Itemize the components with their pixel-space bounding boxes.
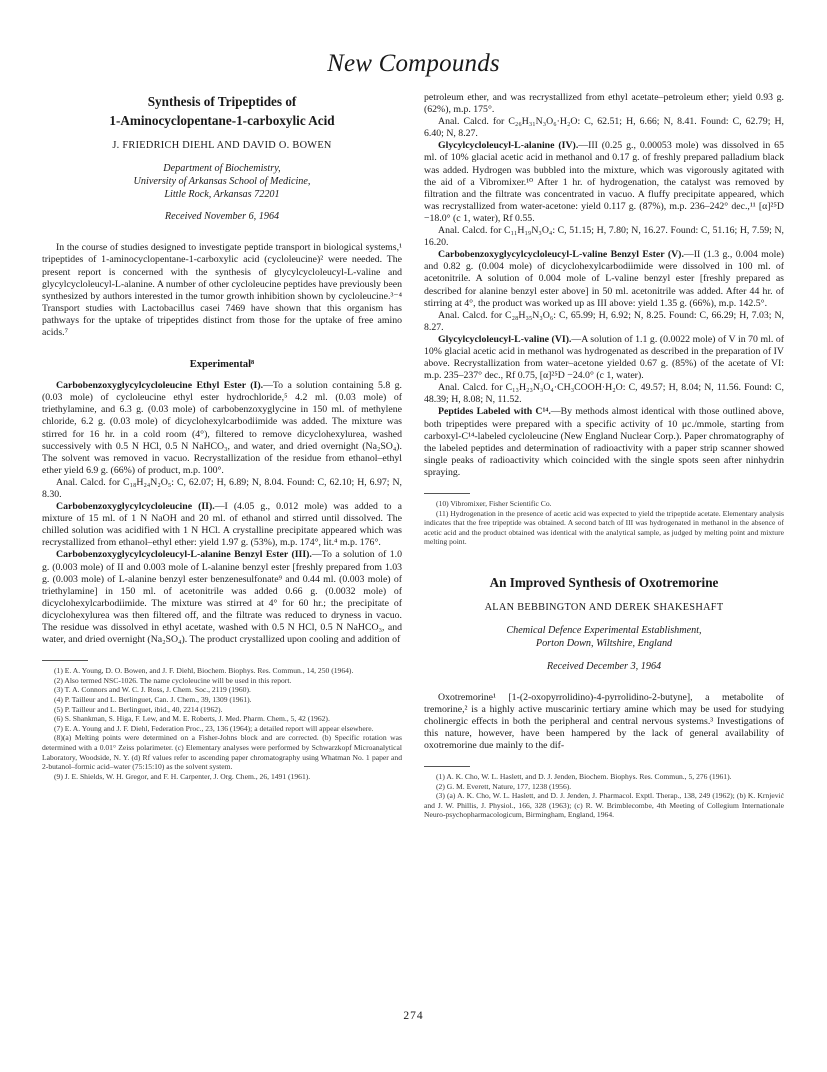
footnote-divider xyxy=(42,660,88,661)
procedure-text: —By methods almost identical with those outlined above, both tripeptides were prepared with a specific activity of 10 μc./mmole, starting from carboxyl-C¹⁴-labeled cycloleucine (New England Nuclear Corp.). Paper chromatography of the labeled peptides and determination of radioactivity with a paper strip scanner showed single peaks of radioactivity which coincided with the single spots seen after ninhydrin spraying. xyxy=(424,406,784,478)
article2-location: Porton Down, Wiltshire, England xyxy=(535,637,673,649)
procedure-paragraph xyxy=(424,406,784,479)
footnote: (5) P. Tailleur and L. Berlinguet, ibid., 40, 2214 (1962). xyxy=(54,704,223,714)
procedure-text: —I (4.05 g., 0.012 mole) was added to a mixture of 15 ml. of 1 N NaOH and 20 ml. of ethanol and stirred until dissolved. The chilled solution was acidified with 1 N HCl. A crystalline precipitate appeared which was recrystallized from ethanol–ethyl ether: yield 1.97 g. (53%), m.p. 174°, lit.⁴ m.p. 176°. xyxy=(42,501,402,549)
footnote: (10) Vibromixer, Fisher Scientific Co. xyxy=(436,499,552,508)
article-title-line1: Synthesis of Tripeptides of xyxy=(147,94,297,109)
footnotes-left xyxy=(42,666,402,781)
compound-name: Glycylcycloleucyl-L-alanine (IV). xyxy=(438,140,579,152)
footnote: (9) J. E. Shields, W. H. Gregor, and F. H. Carpenter, J. Org. Chem., 26, 1491 (1961). xyxy=(54,771,311,781)
footnote: (4) P. Tailleur and L. Berlinguet, Can. J. Chem., 39, 1309 (1961). xyxy=(54,694,252,704)
affiliation-school: University of Arkansas School of Medicine, xyxy=(133,175,311,187)
affiliation-dept: Department of Biochemistry, xyxy=(163,163,281,174)
footnote: (2) G. M. Everett, Nature, 177, 1238 (1956). xyxy=(436,781,572,791)
footnote: (3) T. A. Connors and W. C. J. Ross, J. Chem. Soc., 2119 (1960). xyxy=(54,685,251,695)
compound-name: Carbobenzoxyglycylcycloleucyl-L-alanine Benzyl Ester (III). xyxy=(56,549,312,561)
footnote: (1) E. A. Young, D. O. Bowen, and J. F. Diehl, Biochem. Biophys. Res. Commun., 14, 250 (1964). xyxy=(54,666,354,676)
received-date: Received November 6, 1964 xyxy=(164,211,280,223)
article2-title: An Improved Synthesis of Oxotremorine xyxy=(489,574,719,590)
footnote-divider xyxy=(424,493,470,494)
procedure-paragraph xyxy=(42,501,402,549)
procedure-paragraph xyxy=(424,334,784,382)
footnotes-right xyxy=(424,499,784,547)
affiliation-city: Little Rock, Arkansas 72201 xyxy=(164,188,280,200)
analysis-line: Anal. Calcd. for C₂₆H₃₁N₃O₆·H₂O: C, 62.51; H, 6.66; N, 8.41. Found: C, 62.79; H, 6.40; N, 8.27. xyxy=(424,116,784,140)
article-authors: J. FRIEDRICH DIEHL AND DAVID O. BOWEN xyxy=(112,140,332,151)
article-title-line2: 1-Aminocyclopentane-1-carboxylic Acid xyxy=(109,113,335,128)
compound-name: Carbobenzoxyglycylcycloleucine Ethyl Ester (I). xyxy=(56,380,264,392)
continued-text: petroleum ether, and was recrystallized from ethyl acetate–petroleum ether; yield 0.93 g. (62%), m.p. 175°. xyxy=(424,92,784,116)
footnotes-article2 xyxy=(424,772,784,820)
footnote: (7) E. A. Young and J. F. Diehl, Federation Proc., 23, 136 (1964); a detailed report will appear elsewhere. xyxy=(54,723,374,733)
footnote: (11) Hydrogenation in the presence of acetic acid was expected to yield the tripeptide acetate. Elementary analysis indicates that the free tripeptide was obtained. A second batch of III was hydrogenated in methanol in the absence of acetic acid and the product obtained was identical with the analytical sample, as judged by melting point and mixture melting point. xyxy=(424,508,784,547)
analysis-line: Anal. Calcd. for C₁₁H₁₉N₃O₄: C, 51.15; H, 7.80; N, 16.27. Found: C, 51.16; H, 7.59; N, 16.20. xyxy=(424,225,784,249)
compound-name: Carbobenzoxyglycylcycloleucyl-L-valine Benzyl Ester (V). xyxy=(438,249,684,261)
footnote: (3) (a) A. K. Cho, W. L. Haslett, and D. J. Jenden, J. Pharmacol. Exptl. Therap., 138, 249 (1962); (b) K. Krnjević and J. W. Phillis, J. Physiol., 166, 328 (1963); (c) R. W. Brimblecombe, 4th Meeting of Collegium Internationale Neuro-psychopharmacologicum, Birmingham, England, 1964. xyxy=(424,791,784,820)
footnote: (8)(a) Melting points were determined on a Fisher-Johns block and are corrected. (b) Specific rotation was determined with a 0.01° Zeiss polarimeter. (c) Elementary analyses were performed by Schwarzkopf Microanalytical Laboratory, Woodside, N. Y. (d) Rf values refer to ascending paper chromatography using Whatman No. 1 paper and 2-butanol–formic acid–water (75:15:10) as the solvent system. xyxy=(42,733,402,772)
analysis-line: Anal. Calcd. for C₁₃H₂₃N₃O₄·CH₃COOH·H₂O: C, 49.57; H, 8.04; N, 11.56. Found: C, 48.39; H, 8.08; N, 11.52. xyxy=(424,382,784,406)
page-header: New Compounds xyxy=(327,50,500,77)
procedure-text: —A solution of 1.1 g. (0.0022 mole) of V in 70 ml. of 10% glacial acetic acid in methanol was hydrogenated as described in the preparation of IV above. Recrystallization from water–acetone yielded 0.67 g. (85%) of the acetate of VI: m.p. 235–237° dec., Rf 0.75, [α]²⁵D −24.0° (c 1, water). xyxy=(424,333,784,382)
compound-name: Glycylcycloleucyl-L-valine (VI). xyxy=(438,333,572,345)
procedure-text: —To a solution containing 5.8 g. (0.03 mole) of cycloleucine ethyl ester hydrochloride,⁵ 4.2 ml. (0.03 mole) of triethylamine, and 6.3 g. (0.03 mole) of carbobenzoxyglycine in 150 ml. of methylene chloride, 6.2 g. (0.03 mole) of dicyclohexylcarbodiimide was added. The mixture was stirred for 16 hr. in a cold room (4°), filtered to remove dicyclohexylurea, washed successively with 0.5 N HCl, 0.5 N NaHCO₃, and water, and dried overnight (Na₂SO₄). The solvent was removed in vacuo. Recrystallization of the residue from ethanol–ethyl ether yield 6.9 g. (66%) of product, m.p. 100°. xyxy=(42,380,402,476)
article2-authors: ALAN BEBBINGTON AND DEREK SHAKESHAFT xyxy=(484,601,724,613)
procedure-paragraph xyxy=(424,249,784,309)
procedure-text: —III (0.25 g., 0.00053 mole) was dissolved in 65 ml. of 10% glacial acetic acid in methanol and 0.17 g. of freshly prepared palladium black was added. Hydrogen was bubbled into the mixture, which was vigorously agitated with the aid of a Vibromixer.¹⁰ After 1 hr. of hydrogenation, the catalyst was removed by filtration and the filtrate was concentrated in vacuo. A fluffy precipitate appeared, which was recrystallized from water-acetone: yield 0.117 g. (87%), m.p. 236–242° dec.,¹¹ [α]²⁵D −18.0° (c 1, water), Rf 0.55. xyxy=(424,140,784,224)
experimental-heading: Experimental⁸ xyxy=(189,359,255,371)
left-column xyxy=(42,92,402,781)
analysis-line: Anal. Calcd. for C₂₈H₃₅N₃O₆: C, 65.99; H, 6.92; N, 8.25. Found: C, 66.29; H, 7.03; N, 8.27. xyxy=(424,309,784,333)
footnote: (6) S. Shankman, S. Higa, F. Lew, and M. E. Roberts, J. Med. Pharm. Chem., 5, 42 (1962). xyxy=(54,714,330,724)
compound-name: Carbobenzoxyglycylcycloleucine (II). xyxy=(56,501,215,513)
footnote-divider xyxy=(424,766,470,767)
page-number: 274 xyxy=(403,1010,424,1022)
procedure-paragraph xyxy=(42,380,402,477)
procedure-paragraph xyxy=(424,140,784,225)
procedure-text: —To a solution of 1.0 g. (0.003 mole) of II and 0.003 mole of L-alanine benzyl ester [freshly prepared from 1.03 g. (0.003 mole) of L-alanine benzyl ester benzenesulfonate⁹ and 0.44 ml. (0.003 mole) of triethylamine] in 150 ml. of acetonitrile was added 0.66 g. (0.0032 mole) of dicyclohexylcarbodiimide. The mixture was stirred at 4° for 60 hr.; the precipitate of dicyclohexylurea was then filtered off, and the filtrate was reduced to dryness in vacuo. The residue was dissolved in ethyl acetate, washed with 0.5 N HCl, 0.5 N NaHCO₃, and water, and dried overnight (Na₂SO₄). The product crystallized upon cooling and addition of xyxy=(42,549,403,646)
intro-paragraph: In the course of studies designed to investigate peptide transport in biological systems,¹ tripeptides of 1-aminocyclopentane-1-carboxylic acid (cycloleucine)² were needed. The present report is concerned with the synthesis of glycylcycloleucyl-L-valine and glycylcycloleucyl-L-alanine. A number of other cycloleucine peptides have previously been synthesized by authors interested in the tumor growth inhibition shown by cycloleucine.³⁻⁴ Transport studies with Lactobacillus casei 7469 have shown that this organism has pathways for the uptake of tripeptides distinct from those for the uptake of free amino acids.⁷ xyxy=(42,242,402,339)
article2-affiliation: Chemical Defence Experimental Establishment, xyxy=(506,624,702,636)
right-column xyxy=(424,92,784,820)
analysis-line: Anal. Calcd. for C₁₈H₂₄N₂O₅: C, 62.07; H, 6.89; N, 8.04. Found: C, 62.10; H, 6.97; N, 8.30. xyxy=(42,476,402,500)
compound-name: Peptides Labeled with C¹⁴. xyxy=(438,406,551,418)
procedure-text: —II (1.3 g., 0.004 mole) and 0.82 g. (0.004 mole) of dicyclohexylcarbodiimide were dissolved in 100 ml. of acetonitrile. A solution of 0.004 mole of L-valine benzyl ester [freshly prepared as described for alanine benzyl ester above] in 50 ml. acetonitrile was added. After 44 hr. of stirring at 4°, the product was worked up as III above: yield 1.35 g. (66%), m.p. 142.5°. xyxy=(424,249,784,309)
article2-intro: Oxotremorine¹ [1-(2-oxopyrrolidino)-4-pyrrolidino-2-butyne], a metabolite of tremorine,² is a highly active muscarinic tertiary amine which may be used for studying cholinergic effects in both the peripheral and central nervous systems.³ Investigations of this nature, however, have been hampered by the lack of general availability of oxotremorine due mainly to the dif- xyxy=(424,691,784,751)
footnote: (1) A. K. Cho, W. L. Haslett, and D. J. Jenden, Biochem. Biophys. Res. Commun., 5, 276 (1961). xyxy=(436,772,732,782)
footnote: (2) Also termed NSC-1026. The name cycloleucine will be used in this report. xyxy=(54,675,292,685)
procedure-paragraph xyxy=(42,549,402,646)
article2-received-date: Received December 3, 1964 xyxy=(546,660,662,672)
